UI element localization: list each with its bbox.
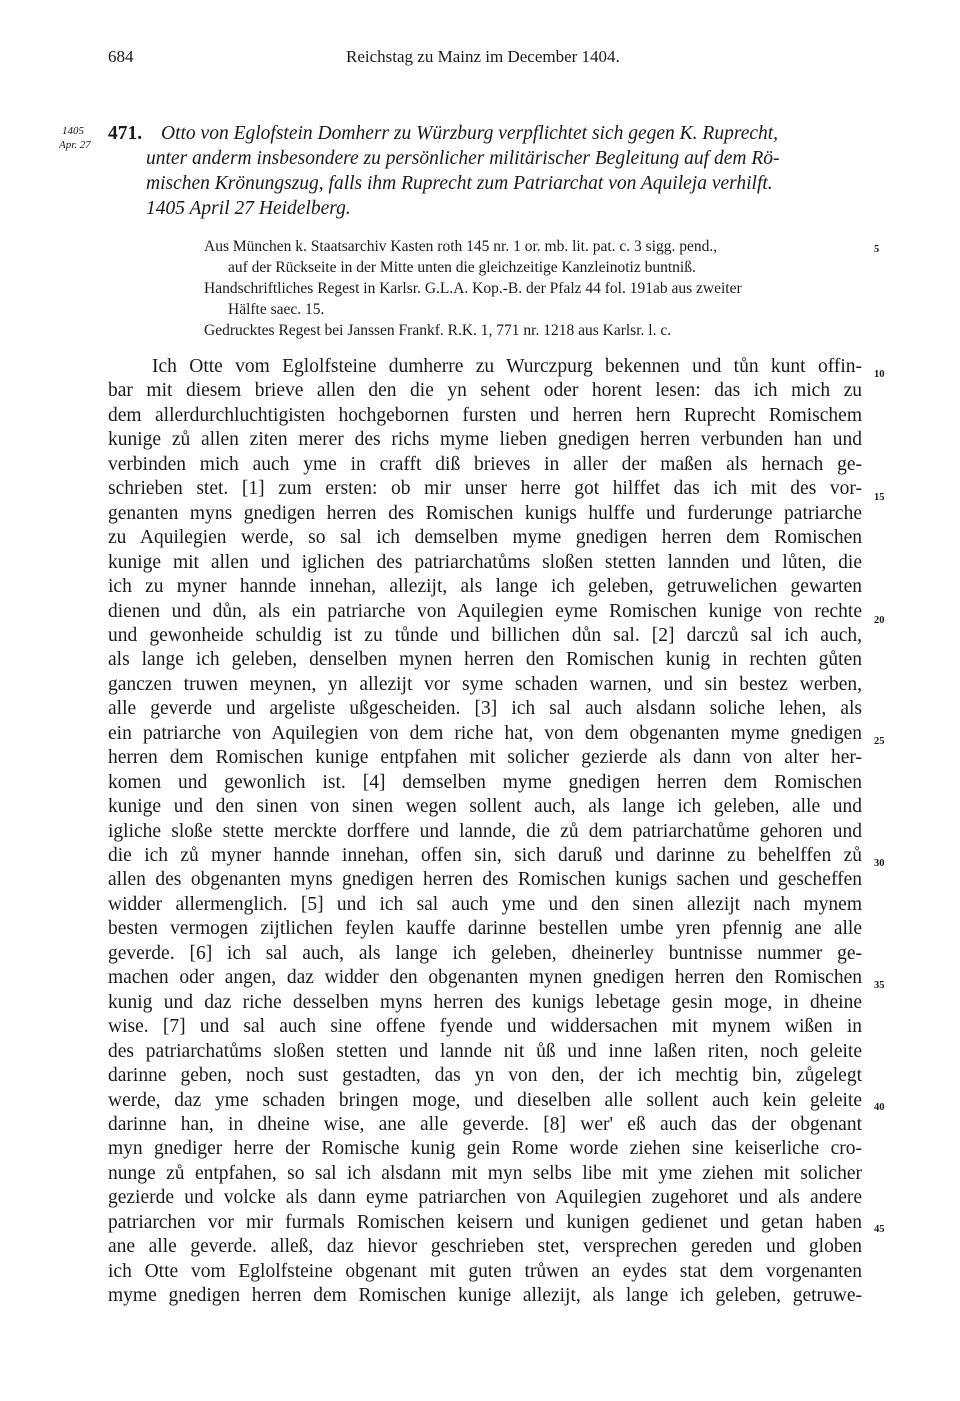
body-line: bar mit diesem brieve allen den die yn sehent oder horent lesen: das ich mich zu [108, 380, 862, 402]
source-line-1: Aus München k. Staatsarchiv Kasten roth 145 nr. 1 or. mb. lit. pat. c. 3 sigg. pend., [204, 238, 718, 255]
body-line: dem allerdurchluchtigisten hochgebornen fursten und herren hern Ruprecht Romischem [108, 404, 862, 426]
source-line-5: Gedrucktes Regest bei Janssen Frankf. R.K. 1, 771 nr. 1218 aus Karlsr. l. c. [204, 322, 672, 339]
margin-line-number: 45 [874, 1224, 885, 1235]
body-line: nunge zů entpfahen, so sal ich alsdann mit myn selbs libe mit yme ziehen mit solicher [108, 1162, 862, 1184]
page-number: 684 [108, 47, 134, 66]
body-line: machen oder angen, daz widder den obgenanten mynen gnedigen herren den Romischen [108, 967, 862, 989]
margin-date-year: 1405 [62, 125, 84, 137]
body-line: und gewonheide schuldig ist zu tůnde und billichen důn sal. [2] darczů sal ich auch, [108, 624, 862, 646]
body-line: ich zu myner hannde innehan, allezijt, als lange ich geleben, getruwelichen gewarten [108, 576, 862, 598]
body-line: geverde. [6] ich sal auch, als lange ich geleben, dheinerley buntnisse nummer ge- [108, 942, 862, 964]
body-line: herren dem Romischen kunige entpfahen mit solicher gezierde als dann von alter her- [108, 747, 862, 769]
body-line: ich Otte vom Eglolfsteine obgenant mit guten trůwen an eydes stat dem vorgenanten [108, 1260, 862, 1282]
margin-line-number: 5 [874, 244, 880, 255]
margin-line-number: 25 [874, 736, 885, 747]
body-line: myn gnediger herre der Romische kunig gein Rome worde ziehen sine keiserliche cro- [108, 1138, 862, 1160]
body-line: die ich zů myner hannde innehan, offen sin, sich daruß und darinne zu behelffen zů [108, 845, 862, 866]
margin-line-number: 40 [874, 1102, 885, 1113]
title-line-4: 1405 April 27 Heidelberg. [146, 198, 351, 219]
body-line: kunig und daz riche desselben myns herren des kunigs lebetage gesin moge, in dheine [108, 991, 862, 1013]
margin-line-number: 10 [874, 369, 885, 380]
body-line: besten vermogen zijtlichen feylen kauffe darinne bestellen umbe yren pfennig ane alle [108, 918, 862, 940]
body-line: werde, daz yme schaden bringen moge, und dieselben alle sollent auch kein geleite [108, 1089, 862, 1111]
body-line: allen des obgenanten myns gnedigen herren des Romischen kunigs sachen und gescheffen [108, 869, 862, 891]
body-line: dienen und důn, als ein patriarche von Aquilegien eyme Romischen kunige von rechte [108, 600, 862, 622]
source-line-2: auf der Rückseite in der Mitte unten die gleichzeitige Kanzleinotiz buntniß. [228, 259, 696, 276]
margin-date-month-day: Apr. 27 [59, 139, 91, 151]
body-line: kunige zů allen ziten merer des richs myme lieben gnedigen herren verbunden han und [108, 429, 862, 451]
body-line: kunige und den sinen von sinen wegen sollent auch, als lange ich geleben, alle und [108, 796, 862, 818]
body-line: verbinden mich auch yme in crafft diß brieves in aller der maßen als hernach ge- [108, 453, 862, 475]
body-line: schrieben stet. [1] zum ersten: ob mir unser herre got hilffet das ich mit des vor- [108, 478, 862, 500]
title-line-1: Otto von Eglofstein Domherr zu Würzburg verpflichtet sich gegen K. Ruprecht, [161, 123, 779, 144]
body-line: Ich Otte vom Eglolfsteine dumherre zu Wurczpurg bekennen und tůn kunt offin- [152, 356, 862, 377]
document-number: 471. [108, 123, 143, 144]
margin-line-number: 15 [874, 492, 885, 503]
body-line: komen und gewonlich ist. [4] demselben myme gnedigen herren dem Romischen [108, 771, 862, 793]
body-line: myme gnedigen herren dem Romischen kunige allezijt, als lange ich geleben, getruwe- [108, 1285, 862, 1307]
margin-line-number: 35 [874, 980, 885, 991]
title-line-2: unter anderm insbesondere zu persönlicher militärischer Begleitung auf dem Rö- [146, 148, 780, 169]
body-line: zu Aquilegien werde, so sal ich demselben myme gnedigen herren dem Romischen [108, 527, 862, 549]
body-line: gezierde und volcke als dann eyme patriarchen von Aquilegien zugehoret und als andere [108, 1187, 862, 1209]
body-line: des patriarchatůms sloßen stetten und lannde nit ůß und inne laßen riten, noch geleite [108, 1040, 862, 1062]
margin-line-number: 20 [874, 615, 885, 626]
document-heading [108, 123, 778, 145]
body-line: widder allermenglich. [5] und ich sal auch yme und den sinen allezijt nach mynem [108, 893, 862, 915]
title-line-3: mischen Krönungszug, falls ihm Ruprecht zum Patriarchat von Aquileja verhilft. [146, 173, 773, 194]
body-line: ein patriarche von Aquilegien von dem riche hat, von dem obgenanten myme gnedigen [108, 722, 862, 744]
body-line: ane alle geverde. alleß, daz hievor geschrieben stet, versprechen gereden und globen [108, 1236, 862, 1258]
body-line: genanten myns gnedigen herren des Romischen kunigs hulffe und furderunge patriarche [108, 502, 862, 524]
running-title: Reichstag zu Mainz im December 1404. [346, 47, 620, 66]
source-line-4: Hälfte saec. 15. [228, 301, 325, 318]
margin-line-number: 30 [874, 858, 885, 869]
body-line: kunige mit allen und iglichen des patriarchatůms sloßen stetten lannden und lůten, die [108, 551, 862, 573]
source-line-3: Handschriftliches Regest in Karlsr. G.L.A. Kop.-B. der Pfalz 44 fol. 191ab aus zweiter [204, 280, 742, 297]
body-line: patriarchen vor mir furmals Romischen keisern und kunigen gedienet und getan haben [108, 1211, 862, 1233]
body-line: ganczen truwen meynen, yn allezijt vor syme schaden warnen, und sin bestez werben, [108, 673, 862, 695]
body-line: als lange ich geleben, denselben mynen herren den Romischen kunig in rechten gůten [108, 649, 862, 671]
body-line: darinne geben, noch sust gestadten, das yn von den, der ich mechtig bin, zůgelegt [108, 1065, 862, 1087]
body-line: alle geverde und argeliste ußgescheiden. [3] ich sal auch alsdann soliche lehen, als [108, 698, 862, 720]
body-line: wise. [7] und sal auch sine offene fyende und widdersachen mit mynem wißen in [108, 1016, 862, 1038]
body-line: igliche sloße stette merckte dorffere und lannde, die zů dem patriarchatůme gehoren und [108, 820, 862, 842]
body-line: darinne han, in dheine wise, ane alle geverde. [8] wer' eß auch das der obgenant [108, 1113, 862, 1135]
